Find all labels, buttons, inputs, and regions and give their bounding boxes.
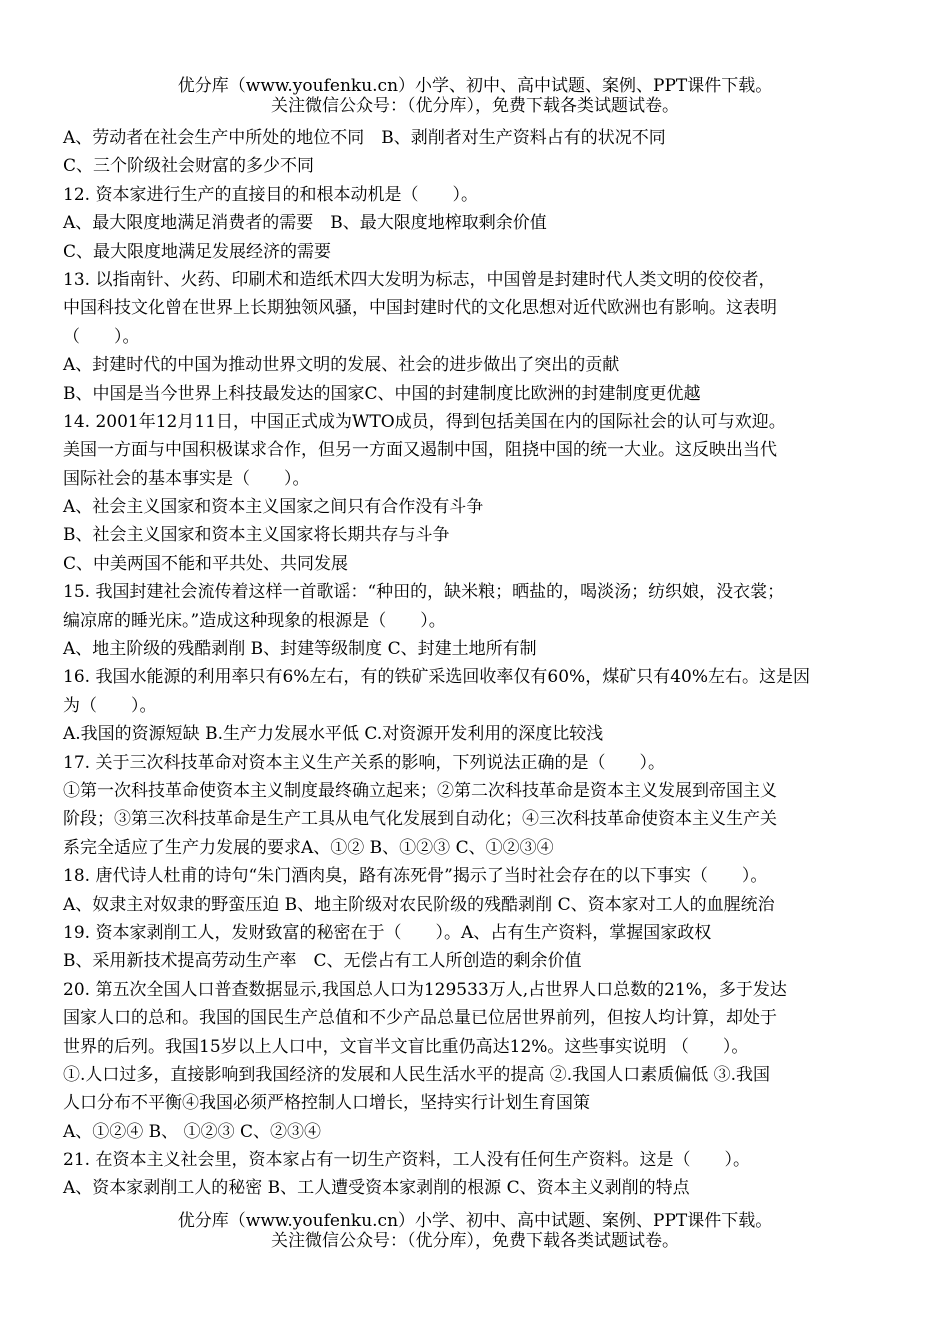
text-line: A、封建时代的中国为推动世界文明的发展、社会的进步做出了突出的贡献 bbox=[63, 355, 620, 376]
footer-line-2: 关注微信公众号：（优分库），免费下载各类试题试卷。 bbox=[271, 1231, 679, 1251]
text-line: A、地主阶级的残酷剥削 B、封建等级制度 C、封建土地所有制 bbox=[63, 639, 537, 660]
text-line: B、采用新技术提高劳动生产率 C、无偿占有工人所创造的剩余价值 bbox=[63, 951, 582, 972]
text-line: 系完全适应了生产力发展的要求A、①② B、①②③ C、①②③④ bbox=[63, 837, 554, 858]
text-line: A、奴隶主对奴隶的野蛮压迫 B、地主阶级对农民阶级的残酷剥削 C、资本家对工人的血腥统治 bbox=[63, 894, 775, 915]
question-18: 18. 唐代诗人杜甫的诗句“朱门酒肉臭，路有冻死骨”揭示了当时社会存在的以下事实（ ）。 bbox=[63, 866, 768, 887]
question-17: 17. 关于三次科技革命对资本主义生产关系的影响，下列说法正确的是（ ）。 bbox=[63, 752, 665, 773]
text-line: 国家人口的总和。我国的国民生产总值和不少产品总量已位居世界前列，但按人均计算，却处于 bbox=[63, 1008, 777, 1029]
text-line: C、中美两国不能和平共处、共同发展 bbox=[63, 553, 349, 574]
text-line: ①.人口过多，直接影响到我国经济的发展和人民生活水平的提高 ②.我国人口素质偏低 ③.我国 bbox=[63, 1064, 771, 1085]
text-line: 编凉席的睡光床。”造成这种现象的根源是（ ）。 bbox=[63, 610, 446, 631]
text-line: 为（ ）。 bbox=[63, 695, 157, 716]
text-line: B、中国是当今世界上科技最发达的国家C、中国的封建制度比欧洲的封建制度更优越 bbox=[63, 383, 701, 404]
header-line-2: 关注微信公众号：（优分库），免费下载各类试题试卷。 bbox=[271, 96, 679, 116]
document-body bbox=[63, 124, 895, 1203]
text-line: C、最大限度地满足发展经济的需要 bbox=[63, 241, 332, 262]
question-14: 14. 2001年12月11日，中国正式成为WTO成员，得到包括美国在内的国际社会的认可与欢迎。 bbox=[63, 411, 786, 432]
question-13: 13. 以指南针、火药、印刷术和造纸术四大发明为标志，中国曾是封建时代人类文明的佼佼者， bbox=[63, 269, 776, 290]
text-line: 人口分布不平衡④我国必须严格控制人口增长，坚持实行计划生育国策 bbox=[63, 1093, 590, 1114]
text-line: B、社会主义国家和资本主义国家将长期共存与斗争 bbox=[63, 525, 450, 546]
text-line: A、①②④ B、 ①②③ C、②③④ bbox=[63, 1121, 321, 1142]
question-12: 12. 资本家进行生产的直接目的和根本动机是（ ）。 bbox=[63, 184, 478, 205]
question-19: 19. 资本家剥削工人，发财致富的秘密在于（ ）。A、占有生产资料，掌握国家政权 bbox=[63, 922, 712, 943]
text-line: A.我国的资源短缺 B.生产力发展水平低 C.对资源开发利用的深度比较浅 bbox=[63, 724, 604, 745]
text-line: 美国一方面与中国积极谋求合作，但另一方面又遏制中国，阻挠中国的统一大业。这反映出当代 bbox=[63, 440, 777, 461]
text-line: 阶段；③第三次科技革命是生产工具从电气化发展到自动化；④三次科技革命使资本主义生产关 bbox=[63, 809, 777, 830]
text-line: （ ）。 bbox=[63, 326, 140, 347]
text-line: A、资本家剥削工人的秘密 B、工人遭受资本家剥削的根源 C、资本主义剥削的特点 bbox=[63, 1178, 690, 1199]
text-line: A、社会主义国家和资本主义国家之间只有合作没有斗争 bbox=[63, 497, 484, 518]
text-line: A、最大限度地满足消费者的需要 B、最大限度地榨取剩余价值 bbox=[63, 213, 547, 234]
question-16: 16. 我国水能源的利用率只有6%左右，有的铁矿采选回收率仅有60%，煤矿只有40%左右。这是因 bbox=[63, 667, 810, 688]
question-21: 21. 在资本主义社会里，资本家占有一切生产资料，工人没有任何生产资料。这是（ ）。 bbox=[63, 1150, 750, 1171]
question-15: 15. 我国封建社会流传着这样一首歌谣：“种田的，缺米粮；晒盐的，喝淡汤；纺织娘，没衣裳； bbox=[63, 582, 785, 603]
text-line: A、劳动者在社会生产中所处的地位不同 B、剥削者对生产资料占有的状况不同 bbox=[63, 128, 666, 148]
text-line: 世界的后列。我国15岁以上人口中，文盲半文盲比重仍高达12%。这些事实说明 （ ）。 bbox=[63, 1036, 749, 1057]
text-line: 中国科技文化曾在世界上长期独领风骚，中国封建时代的文化思想对近代欧洲也有影响。这表明 bbox=[63, 298, 777, 319]
text-line: 国际社会的基本事实是（ ）。 bbox=[63, 468, 310, 489]
footer-line-1: 优分库（www.youfenku.cn）小学、初中、高中试题、案例、PPT课件下载。 bbox=[177, 1211, 773, 1231]
page-header bbox=[0, 76, 950, 116]
text-line: C、三个阶级社会财富的多少不同 bbox=[63, 156, 315, 177]
page-footer bbox=[0, 1211, 950, 1251]
header-line-1: 优分库（www.youfenku.cn）小学、初中、高中试题、案例、PPT课件下载。 bbox=[177, 76, 773, 96]
text-line: ①第一次科技革命使资本主义制度最终确立起来；②第二次科技革命是资本主义发展到帝国主义 bbox=[63, 780, 777, 801]
question-20: 20. 第五次全国人口普查数据显示,我国总人口为129533万人,占世界人口总数的21%，多于发达 bbox=[63, 979, 787, 1000]
